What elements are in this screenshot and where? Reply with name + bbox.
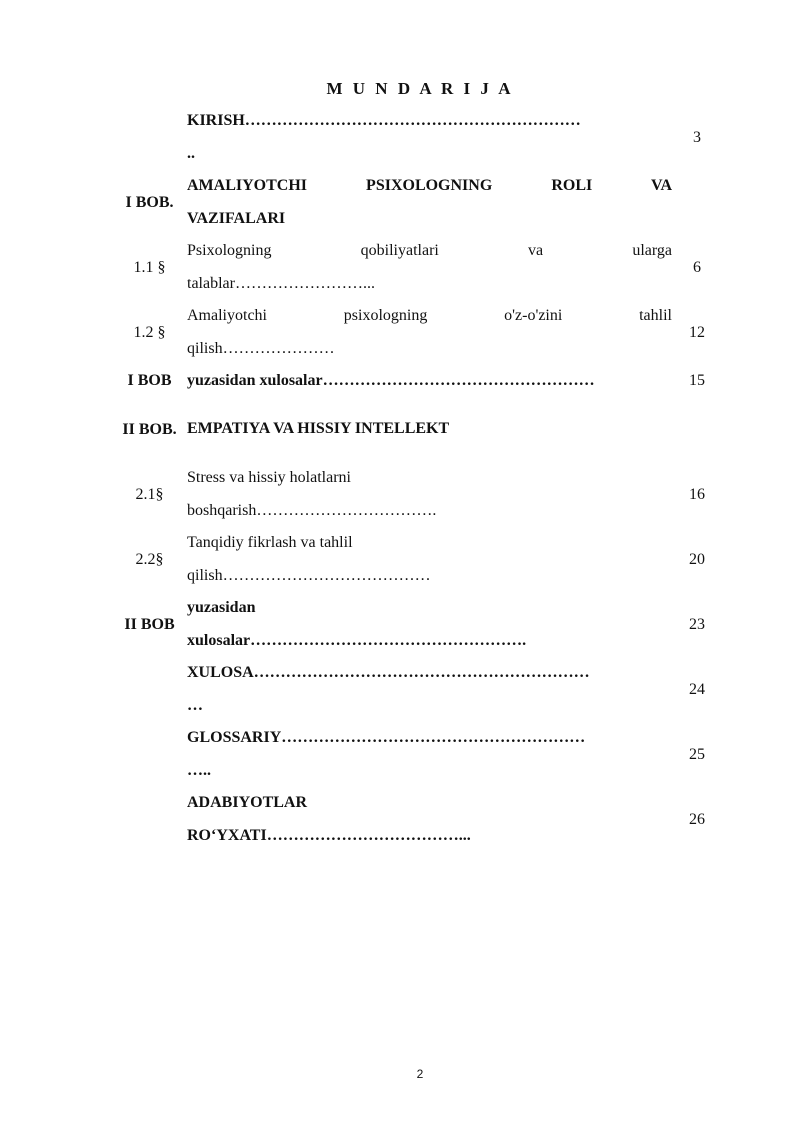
toc-page-number: 26: [689, 810, 705, 828]
toc-row-chapter-2: [112, 397, 722, 462]
toc-page-number: 12: [689, 323, 705, 341]
toc-text-line1: XULOSA………………………………………………………: [187, 664, 590, 681]
toc-row-chapter-1-conclusion: [112, 365, 722, 397]
toc-text: [187, 170, 672, 235]
table-of-contents: [112, 105, 722, 852]
toc-text: [187, 413, 672, 446]
toc-text: [187, 722, 672, 787]
toc-text-line2: xulosalar…………………………………………….: [187, 631, 527, 649]
toc-label: 1.1 §: [133, 258, 166, 276]
toc-row-2-1: [112, 462, 722, 527]
toc-text-line2: ..: [187, 144, 195, 162]
toc-row-adabiyotlar: [112, 787, 722, 852]
toc-row-2-2: [112, 527, 722, 592]
toc-text: [187, 235, 672, 300]
toc-text-line2: …: [187, 696, 203, 714]
toc-row-glossariy: [112, 722, 722, 787]
toc-text-line2: boshqarish…………………………….: [187, 501, 437, 519]
toc-text-line1: Psixologning qobiliyatlari va ularga: [187, 242, 672, 259]
toc-row-chapter-2-conclusion: [112, 592, 722, 657]
toc-text: [187, 657, 672, 722]
page-title: M U N D A R I J A: [326, 79, 514, 98]
toc-text: [187, 365, 672, 398]
toc-text-line1: yuzasidan xulosalar……………………………………………: [187, 371, 595, 389]
toc-text-line1: GLOSSARIY…………………………………………………: [187, 729, 586, 746]
toc-text-line2: qilish…………………………………: [187, 566, 431, 584]
toc-text-line1: EMPATIYA VA HISSIY INTELLEKT: [187, 420, 450, 438]
toc-text-line1: AMALIYOTCHI PSIXOLOGNING ROLI VA: [187, 177, 672, 194]
toc-text-line2: talablar……………………...: [187, 274, 375, 292]
toc-text: [187, 527, 672, 592]
toc-text-line1: ADABIYOTLAR: [187, 794, 308, 811]
toc-text-line1: Amaliyotchi psixologning o'z-o'zini tahlil: [187, 307, 672, 324]
toc-text-line1: KIRISH………………………………………………………: [187, 112, 581, 129]
toc-text-line2: qilish…………………: [187, 339, 335, 357]
toc-row-chapter-1: [112, 170, 722, 235]
toc-row-kirish: [112, 105, 722, 170]
toc-text: [187, 300, 672, 365]
toc-label: 2.2§: [135, 550, 164, 568]
toc-page-number: 23: [689, 615, 705, 633]
page-number: 2: [416, 1067, 424, 1081]
toc-text: [187, 592, 672, 657]
toc-text-line1: yuzasidan: [187, 599, 256, 616]
toc-label: 2.1§: [135, 485, 164, 503]
toc-page-number: 24: [689, 680, 705, 698]
toc-page-number: 20: [689, 550, 705, 568]
toc-row-1-1: [112, 235, 722, 300]
toc-text-line1: Tanqidiy fikrlash va tahlil: [187, 534, 353, 551]
toc-page-number: 16: [689, 485, 705, 503]
toc-label: II BOB: [124, 615, 175, 633]
toc-label: 1.2 §: [133, 323, 166, 341]
toc-label: I BOB: [127, 372, 172, 389]
toc-page-number: 15: [689, 372, 705, 389]
toc-text-line2: VAZIFALARI: [187, 209, 286, 227]
toc-text-line2: RO‘YXATI………………………………...: [187, 826, 471, 844]
toc-text: [187, 462, 672, 527]
toc-text-line1: Stress va hissiy holatlarni: [187, 469, 351, 486]
toc-row-xulosa: [112, 657, 722, 722]
toc-text-line2: …..: [187, 761, 211, 779]
toc-text: [187, 787, 672, 852]
toc-page-number: 25: [689, 745, 705, 763]
toc-page-number: 3: [693, 128, 701, 146]
toc-label: II BOB.: [122, 420, 177, 438]
toc-text: [187, 105, 672, 170]
toc-row-1-2: [112, 300, 722, 365]
toc-page-number: 6: [693, 258, 701, 276]
toc-label: I BOB.: [125, 193, 174, 211]
